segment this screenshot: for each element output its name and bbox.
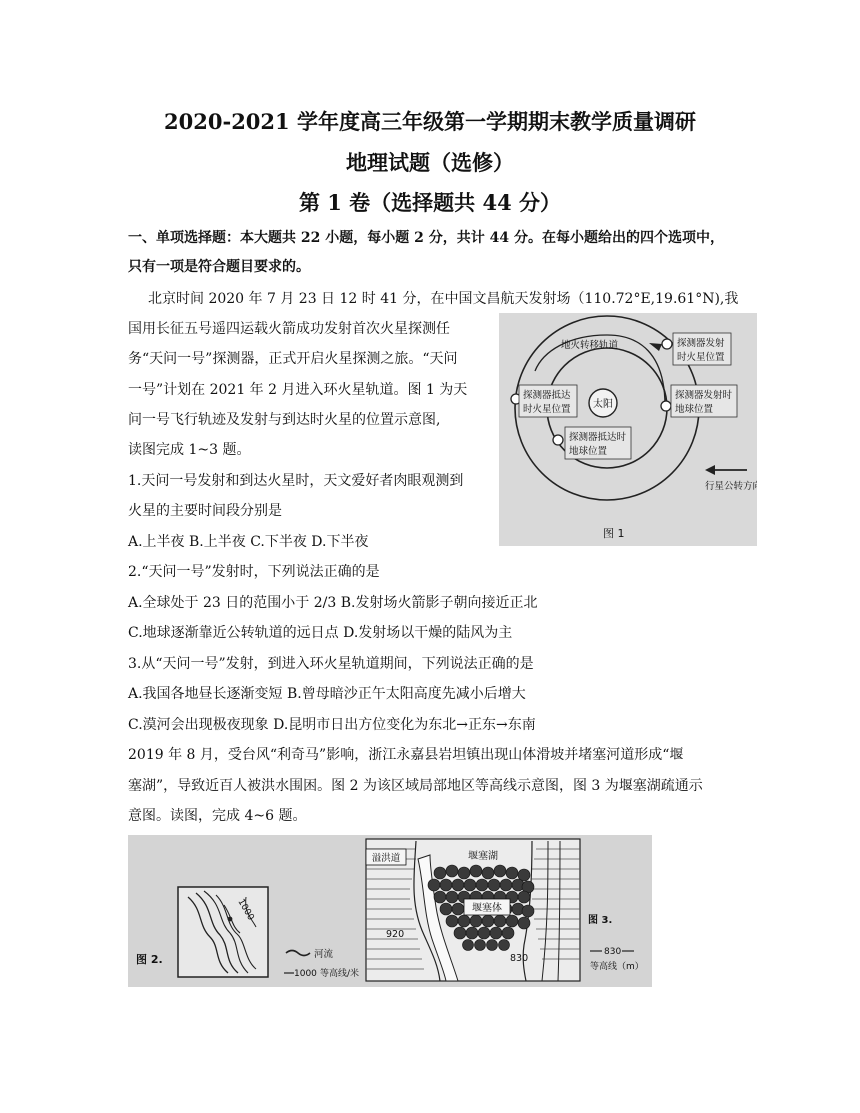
question-1-stem: 1.天问一号发射和到达火星时，天文爱好者肉眼观测到 xyxy=(128,473,464,489)
contour-value: 1000 xyxy=(235,897,256,923)
question-1-stem: 火星的主要时间段分别是 xyxy=(128,503,282,519)
passage2-line: 2019 年 8 月，受台风“利奇马”影响，浙江永嘉县岩坦镇出现山体滑坡并堵塞河道形成“堰 xyxy=(128,747,684,763)
figure-3-label: 图 3. xyxy=(588,915,613,926)
question-2-options: A.全球处于 23 日的范围小于 2/3 B.发射场火箭影子朝向接近正北 xyxy=(128,595,538,611)
figure-1-label: 图 1 xyxy=(603,527,625,540)
section-instruction-line2: 只有一项是符合题目要求的。 xyxy=(128,259,310,275)
figure-3-map xyxy=(366,839,580,981)
question-3-stem: 3.从“天问一号”发射，到进入环火星轨道期间，下列说法正确的是 xyxy=(128,656,534,672)
contour-920-label: 920 xyxy=(386,929,405,940)
earth-at-launch-label: 地球位置 xyxy=(675,404,714,415)
passage2-line: 意图。读图，完成 4~6 题。 xyxy=(128,808,307,824)
sun-label: 太阳 xyxy=(593,399,613,410)
legend-river-label: 河流 xyxy=(314,949,334,960)
figure-2-map xyxy=(178,887,268,977)
transfer-orbit-label: 地火转移轨道 xyxy=(561,340,619,351)
spillway-label: 溢洪道 xyxy=(371,853,401,864)
earth-at-arrival-label: 探测器抵达时 xyxy=(569,432,627,443)
passage2-line: 塞湖”，导致近百人被洪水围困。图 2 为该区域局部地区等高线示意图，图 3 为堰塞湖疏通示 xyxy=(128,778,703,794)
revolution-direction-label: 行星公转方向 xyxy=(705,481,757,492)
question-1-options: A.上半夜 B.上半夜 C.下半夜 D.下半夜 xyxy=(128,534,369,550)
question-2-stem: 2.“天问一号”发射时，下列说法正确的是 xyxy=(128,564,380,580)
earth-at-launch-icon xyxy=(661,401,671,411)
passage1-line: 国用长征五号遥四运载火箭成功发射首次火星探测任 xyxy=(128,321,450,337)
passage1-line: 一号”计划在 2021 年 2 月进入环火星轨道。图 1 为天 xyxy=(128,382,468,398)
mars-at-launch-label: 时火星位置 xyxy=(677,352,725,363)
legend-contour-label: 等高线/米 xyxy=(320,969,360,979)
mars-at-launch-label: 探测器发射 xyxy=(677,338,725,349)
section-title: 第 1 卷（选择题共 44 分） xyxy=(298,190,562,215)
legend-830-value: 830 xyxy=(604,947,622,957)
exam-subtitle: 地理试题（选修） xyxy=(346,150,514,175)
legend-contour-value: 1000 xyxy=(294,969,317,979)
earth-at-arrival-label: 地球位置 xyxy=(569,446,608,457)
question-3-options: A.我国各地昼长逐渐变短 B.曾母暗沙正午太阳高度先减小后增大 xyxy=(128,686,526,702)
section-instruction-line1: 一、单项选择题：本大题共 22 小题，每小题 2 分，共计 44 分。在每小题给出的四个选项中， xyxy=(128,230,724,246)
figure-2-3-contour-maps xyxy=(128,835,652,987)
passage1-line: 务“天问一号”探测器，正式开启火星探测之旅。“天问 xyxy=(128,351,458,367)
dammed-lake-label: 堰塞湖 xyxy=(468,851,498,862)
mars-at-arrival-label: 时火星位置 xyxy=(523,404,571,415)
passage1-line: 问一号飞行轨迹及发射与到达时火星的位置示意图, xyxy=(128,412,441,428)
earth-at-arrival-icon xyxy=(553,435,563,445)
earth-at-launch-label: 探测器发射时 xyxy=(675,390,733,401)
passage1-line: 北京时间 2020 年 7 月 23 日 12 时 41 分，在中国文昌航天发射场（110.72°E,19.61°N),我 xyxy=(148,291,739,307)
question-2-options: C.地球逐渐靠近公转轨道的远日点 D.发射场以干燥的陆风为主 xyxy=(128,625,513,641)
passage1-line: 读图完成 1~3 题。 xyxy=(128,442,251,458)
contour-830-label: 830 xyxy=(510,953,529,964)
legend-contour-text: 等高线（m） xyxy=(590,962,644,972)
question-3-options: C.漠河会出现极夜现象 D.昆明市日出方位变化为东北→正东→东南 xyxy=(128,717,536,733)
dam-body-label: 堰塞体 xyxy=(472,903,502,914)
figure-2-label: 图 2. xyxy=(136,953,163,966)
exam-title: 2020-2021 学年度高三年级第一学期期末教学质量调研 xyxy=(164,109,696,134)
mars-at-launch-icon xyxy=(662,339,672,349)
figure-1-orbit-diagram xyxy=(499,313,757,546)
mars-at-arrival-label: 探测器抵达 xyxy=(523,390,571,401)
